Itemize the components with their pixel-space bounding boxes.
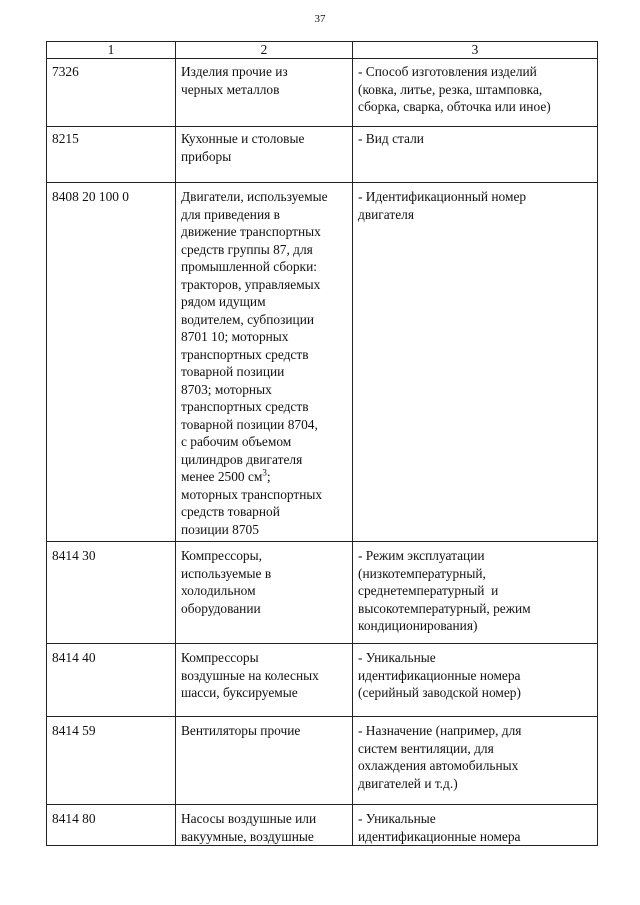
- attribute-cell: [353, 59, 598, 127]
- description-line: используемые в: [181, 565, 272, 581]
- hs-code-cell: 8414 30: [47, 542, 176, 644]
- description-line: моторных транспортных: [181, 486, 323, 502]
- description-line: [181, 468, 349, 486]
- attribute-line: идентификационные номера: [358, 667, 521, 683]
- table-row: [47, 717, 598, 805]
- hs-code-cell: 8414 40: [47, 644, 176, 717]
- table-row: [47, 542, 598, 644]
- description-line: цилиндров двигателя: [181, 451, 303, 467]
- attribute-cell: [353, 805, 598, 846]
- attribute-cell: [353, 542, 598, 644]
- description-line: холодильном: [181, 583, 256, 598]
- attribute-cell: [353, 127, 598, 183]
- column-header-3: 3: [353, 42, 598, 59]
- attribute-line: - Идентификационный номер: [358, 189, 527, 204]
- attribute-line: (низкотемпературный,: [358, 565, 486, 581]
- description-line: воздушные на колесных: [181, 667, 319, 683]
- description-line: 8701 10; моторных: [181, 329, 289, 344]
- description-line: для приведения в: [181, 206, 280, 222]
- hs-code-cell: 8414 59: [47, 717, 176, 805]
- attribute-line: - Способ изготовления изделий: [358, 64, 537, 79]
- page-number: 37: [314, 13, 326, 25]
- attribute-line: (ковка, литье, резка, штамповка,: [358, 81, 543, 97]
- description-line: рядом идущим: [181, 294, 266, 309]
- volume-superscript: 3: [262, 467, 267, 478]
- description-line: товарной позиции: [181, 364, 285, 379]
- attribute-cell: [353, 717, 598, 805]
- description-cell: [176, 127, 353, 183]
- hs-code-cell: 7326: [47, 59, 176, 127]
- description-line: Кухонные и столовые: [181, 131, 305, 146]
- goods-table: [46, 41, 598, 846]
- table-row: [47, 183, 598, 542]
- description-line: Компрессоры: [181, 650, 259, 665]
- table-row: [47, 805, 598, 846]
- attribute-line: идентификационные номера: [358, 828, 521, 844]
- description-line: водителем, субпозиции: [181, 311, 315, 327]
- description-line: транспортных средств: [181, 346, 309, 362]
- description-line: движение транспортных: [181, 224, 321, 239]
- attribute-line: сборка, сварка, обточка или иное): [358, 99, 551, 114]
- table-row: [47, 59, 598, 127]
- description-line: средств группы 87, для: [181, 241, 313, 257]
- attribute-cell: [353, 644, 598, 717]
- volume-punctuation: ;: [266, 469, 271, 484]
- attribute-line: - Вид стали: [358, 131, 424, 146]
- description-cell: [176, 59, 353, 127]
- description-cell: [176, 644, 353, 717]
- hs-code-cell: 8215: [47, 127, 176, 183]
- description-line: промышленной сборки:: [181, 259, 317, 274]
- description-cell: [176, 805, 353, 846]
- description-line: шасси, буксируемые: [181, 685, 298, 700]
- volume-text: менее 2500 см: [181, 469, 263, 484]
- hs-code-cell: 8408 20 100 0: [47, 183, 176, 542]
- description-line: товарной позиции 8704,: [181, 416, 318, 432]
- description-cell: [176, 542, 353, 644]
- description-line: Насосы воздушные или: [181, 811, 317, 826]
- description-line: тракторов, управляемых: [181, 276, 321, 292]
- attribute-line: кондиционирования): [358, 618, 478, 633]
- column-header-1: 1: [47, 42, 176, 59]
- attribute-line: охлаждения автомобильных: [358, 758, 519, 773]
- attribute-line: - Режим эксплуатации: [358, 548, 485, 563]
- description-line: средств товарной: [181, 504, 280, 519]
- hs-code-cell: 8414 80: [47, 805, 176, 846]
- description-cell: [176, 183, 353, 542]
- table-row: [47, 127, 598, 183]
- attribute-cell: [353, 183, 598, 542]
- attribute-line: двигателей и т.д.): [358, 775, 458, 791]
- description-line: 8703; моторных: [181, 381, 272, 397]
- description-line: Компрессоры,: [181, 548, 262, 563]
- description-line: транспортных средств: [181, 399, 309, 414]
- description-line: Двигатели, используемые: [181, 189, 328, 204]
- description-line: черных металлов: [181, 81, 280, 97]
- attribute-line: - Уникальные: [358, 811, 436, 826]
- description-line: вакуумные, воздушные: [181, 828, 314, 844]
- attribute-line: двигателя: [358, 206, 415, 222]
- description-line: оборудовании: [181, 600, 261, 616]
- attribute-line: систем вентиляции, для: [358, 740, 494, 756]
- attribute-line: (серийный заводской номер): [358, 685, 521, 700]
- column-header-2: 2: [176, 42, 353, 59]
- description-line: позиции 8705: [181, 521, 259, 537]
- table-header-row: [47, 42, 598, 59]
- description-line: Изделия прочие из: [181, 64, 288, 79]
- attribute-line: - Уникальные: [358, 650, 436, 665]
- attribute-line: высокотемпературный, режим: [358, 600, 531, 616]
- description-line: приборы: [181, 148, 232, 164]
- description-line: Вентиляторы прочие: [181, 723, 301, 738]
- table-row: [47, 644, 598, 717]
- attribute-line: среднетемпературный и: [358, 583, 499, 598]
- description-line: с рабочим объемом: [181, 434, 292, 449]
- attribute-line: - Назначение (например, для: [358, 723, 522, 738]
- description-cell: [176, 717, 353, 805]
